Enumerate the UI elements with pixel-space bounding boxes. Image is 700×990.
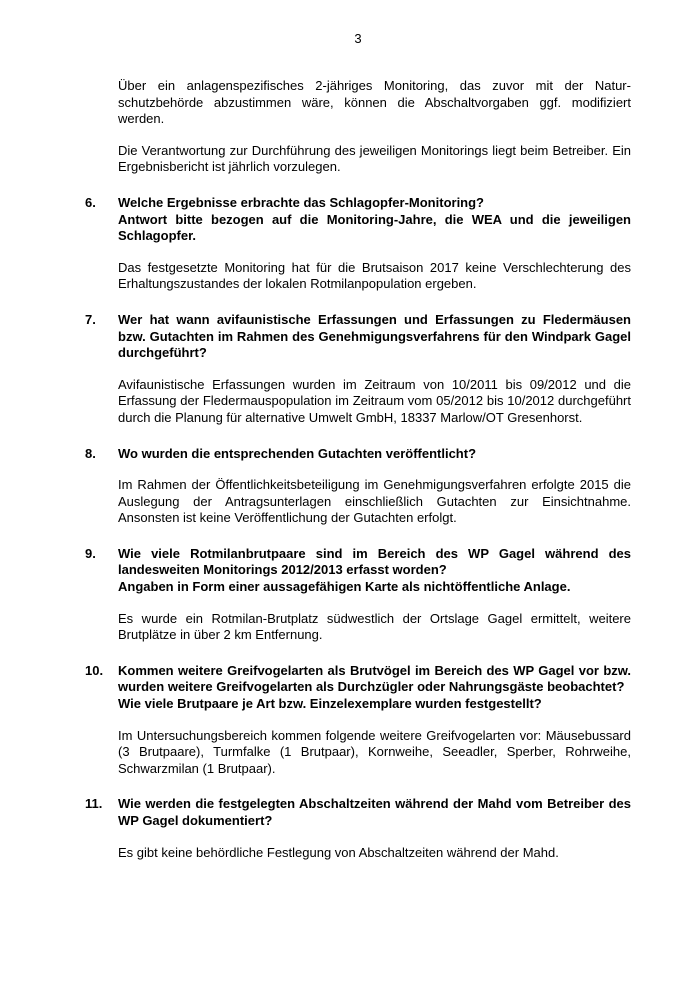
qa-item-6 [85,195,631,293]
question-number: 8. [85,445,96,461]
answer-paragraph: Im Untersuchungsbereich kommen folgende weitere Greifvogelarten vor: Mäusebussard (3 Brutpaare), Turmfalke (1 Brutpaar), Kornweihe, Seeadler, Sperber, Rohrweihe, Schwarzmilan (1 Brutpaar). [118,727,631,776]
page-number: 3 [354,31,362,46]
qa-item-10 [85,663,631,778]
question-number: 9. [85,545,96,561]
answer-paragraph: Es wurde ein Rotmilan-Brutplatz südwestlich der Ortslage Gagel ermittelt, weitere Brutplätze in über 2 km Entfernung. [118,610,631,643]
question-number: 6. [85,194,96,210]
question-number: 10. [85,662,104,678]
question-text: Antwort bitte bezogen auf die Monitoring-Jahre, die WEA und die jeweiligen Schlagopfer. [118,211,631,244]
answer-paragraph: Im Rahmen der Öffentlichkeitsbeteiligung im Genehmigungsverfahren erfolgte 2015 die Auslegung der Antragsunterlagen einschließlich Gutachten zur Einsichtnahme. Ansonsten ist keine Veröffentlichung der Gutachten erfolgt. [118,477,631,526]
answer-paragraph: Es gibt keine behördliche Festlegung von Abschaltzeiten während der Mahd. [118,844,559,860]
question-text: Kommen weitere Greifvogelarten als Brutvögel im Bereich des WP Gagel vor bzw. wurden weitere Greifvogelarten als Durchzügler oder Nahrungsgäste beobachtet? [118,662,631,695]
qa-item-11 [85,796,631,861]
intro-paragraph: Die Verantwortung zur Durchführung des jeweiligen Monitorings liegt beim Betreiber. Ein Ergebnisbericht ist jährlich vorzulegen. [118,142,631,175]
question-text: Wie werden die festgelegten Abschaltzeiten während der Mahd vom Betreiber des WP Gagel dokumentiert? [118,796,631,828]
qa-item-7 [85,312,631,427]
answer-paragraph: Avifaunistische Erfassungen wurden im Zeitraum von 10/2011 bis 09/2012 und die Erfassung der Fledermauspopulation im Zeitraum vom 05/2012 bis 10/2012 durchgeführt durch die Planung für alternative Umwelt GmbH, 18337 Marlow/OT Gresenhorst. [118,376,631,425]
question-number: 7. [85,311,96,327]
document-content [85,78,631,861]
qa-item-8 [85,446,631,527]
question-text: Wie viele Brutpaare je Art bzw. Einzelexemplare wurden festgestellt? [118,696,542,712]
question-text: Wie viele Rotmilanbrutpaare sind im Bereich des WP Gagel während des landesweiten Monitorings 2012/2013 erfasst worden? [118,545,631,578]
question-text: Welche Ergebnisse erbrachte das Schlagopfer-Monitoring? [118,194,484,210]
question-text: Wer hat wann avifaunistische Erfassungen und Erfassungen zu Fledermäusen bzw. Gutachten im Rahmen des Genehmigungsverfahrens für den Windpark Gagel durchgeführt? [118,311,631,361]
answer-paragraph: Das festgesetzte Monitoring hat für die Brutsaison 2017 keine Verschlechterung des Erhaltungszustandes der lokalen Rotmilanpopulation ergeben. [118,259,631,292]
qa-item-9 [85,546,631,644]
question-text: Wo wurden die entsprechenden Gutachten veröffentlicht? [118,445,477,461]
intro-paragraph: Über ein anlagenspezifisches 2-jähriges Monitoring, das zuvor mit der Naturschutzbehörde abzustimmen wäre, können die Abschaltvorgaben ggf. modifiziert werden. [118,78,631,127]
question-number: 11. [85,796,103,812]
question-text: Angaben in Form einer aussagefähigen Karte als nichtöffentliche Anlage. [118,579,571,595]
